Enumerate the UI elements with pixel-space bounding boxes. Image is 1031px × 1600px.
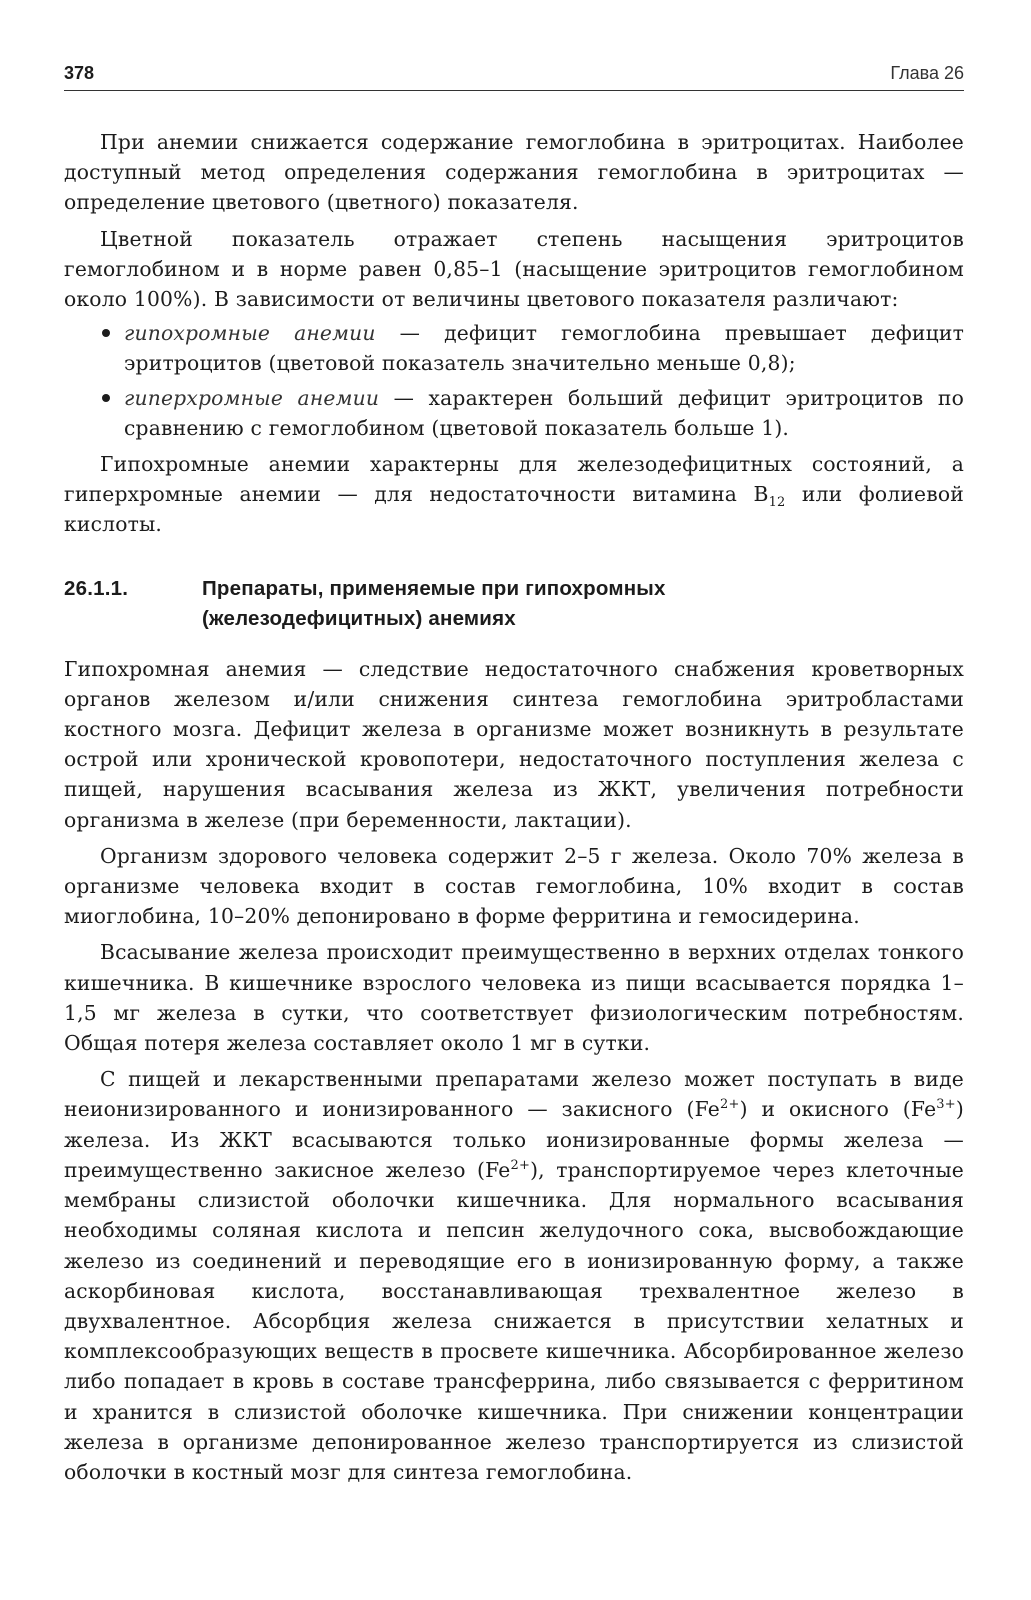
- paragraph-text: С пищей и лекарственными препаратами железо может поступать в виде неионизированного и ионизированного — закисного (Fe: [64, 1067, 964, 1122]
- list-item: [64, 383, 964, 443]
- book-page: [64, 62, 964, 1487]
- intro-paragraph-2: Цветной показатель отражает степень насыщения эритроцитов гемоглобином и в норме равен 0,85–1 (насыщение эритроцитов гемоглобином около 100%). В зависимости от величины цветового показателя различают:: [64, 226, 964, 312]
- superscript: 2+: [510, 1158, 531, 1174]
- section-paragraph-4: [64, 1064, 964, 1487]
- section-heading: [64, 574, 964, 634]
- anemia-types-list: [64, 318, 964, 443]
- list-item-term: гиперхромные анемии: [124, 385, 380, 410]
- section-paragraph-2: Организм здорового человека содержит 2–5 г железа. Около 70% железа в организме человека входит в состав гемоглобина, 10% входит в состав миоглобина, 10–20% депонировано в форме ферритина и гемосидерина.: [64, 843, 964, 929]
- paragraph-text: ), транспортируемое через клеточные мембраны слизистой оболочки кишечника. Для нормального всасывания необходимы соляная кислота и пепсин желудочного сока, высвобождающие железо из соединений и переводящие его в ионизированную форму, а также аскорбиновая кислота, восстанавливающая трехвалентное железо в двухвалентное. Абсорбция железа снижается в присутствии хелатных и комплексообразующих веществ в просвете кишечника. Абсорбированное железо либо попадает в кровь в составе трансферрина, либо связывается с ферритином и хранится в слизистой оболочке кишечника. При снижении концентрации железа в организме депонированное железо транспортируется из слизистой оболочки в костный мозг для синтеза гемоглобина.: [64, 1157, 964, 1484]
- superscript: 3+: [936, 1097, 956, 1113]
- list-item-text: — характерен больший дефицит эритроцитов по сравнению с гемоглобином (цветовой показатель больше 1).: [124, 385, 964, 440]
- chapter-label: Глава 26: [890, 63, 964, 83]
- section-paragraph-1: Гипохромная анемия — следствие недостаточного снабжения кроветворных органов железом и/или снижения синтеза гемоглобина эритробластами костного мозга. Дефицит железа в организме может возникнуть в результате острой или хронической кровопотери, недостаточного поступления железа с пищей, нарушения всасывания железа из ЖКТ, увеличения потребности организма в железе (при беременности, лактации).: [64, 656, 964, 832]
- list-item: [64, 318, 964, 378]
- page-body: [64, 127, 964, 1487]
- paragraph-text: или фолиевой кислоты.: [64, 482, 964, 537]
- subscript: 12: [768, 495, 786, 511]
- page-number: 378: [64, 63, 95, 83]
- section-title-line-2: (железодефицитных) анемиях: [202, 606, 516, 630]
- section-title: [202, 574, 964, 634]
- paragraph-text: ) железа. Из ЖКТ всасываются только ионизированные формы железа — преимущественно закисное железо (Fe: [64, 1097, 964, 1182]
- list-item-term: гипохромные анемии: [124, 321, 376, 346]
- bullet-icon: [102, 394, 110, 402]
- superscript: 2+: [720, 1097, 740, 1113]
- section-number: 26.1.1.: [64, 576, 129, 600]
- section-paragraph-3: Всасывание железа происходит преимущественно в верхних отделах тонкого кишечника. В кишечнике взрослого человека из пищи всасывается порядка 1–1,5 мг железа в сутки, что соответствует физиологическим потребностям. Общая потеря железа составляет около 1 мг в сутки.: [64, 940, 964, 1056]
- bullet-icon: [102, 329, 110, 337]
- intro-paragraph-3: [64, 449, 964, 540]
- section-body: [64, 654, 964, 1487]
- intro-paragraph-1: При анемии снижается содержание гемоглобина в эритроцитах. Наиболее доступный метод определения содержания гемоглобина в эритроцитах — определение цветового (цветного) показателя.: [64, 130, 964, 215]
- section-title-line-1: Препараты, применяемые при гипохромных: [202, 576, 666, 600]
- list-item-text: — дефицит гемоглобина превышает дефицит эритроцитов (цветовой показатель значительно меньше 0,8);: [124, 321, 964, 376]
- paragraph-text: ) и окисного (Fe: [739, 1097, 937, 1122]
- paragraph-text: Гипохромные анемии характерны для железодефицитных состояний, а гиперхромные анемии — для недостаточности витамина B: [64, 452, 964, 507]
- running-header: [64, 62, 964, 91]
